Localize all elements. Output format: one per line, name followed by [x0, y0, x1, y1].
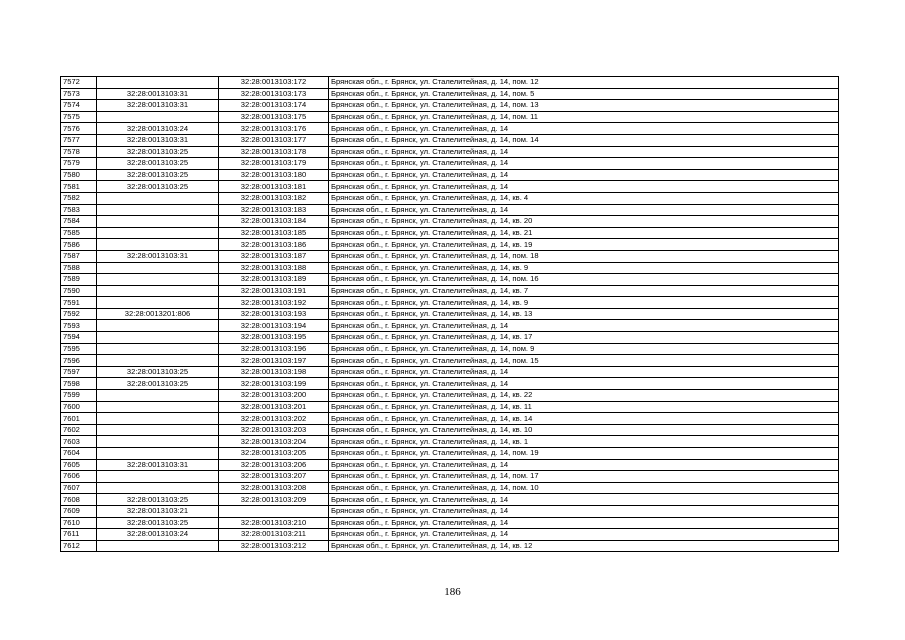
parent-cadastral-cell: [97, 482, 219, 494]
cadastral-number-cell: 32:28:0013103:178: [219, 146, 329, 158]
parent-cadastral-cell: 32:28:0013103:31: [97, 88, 219, 100]
address-cell: Брянская обл., г. Брянск, ул. Сталелитейная, д. 14, кв. 19: [329, 239, 839, 251]
table-row: [61, 424, 839, 436]
row-number-cell: 7574: [61, 100, 97, 112]
table-row: [61, 436, 839, 448]
parent-cadastral-cell: 32:28:0013103:24: [97, 529, 219, 541]
cadastral-number-cell: 32:28:0013103:184: [219, 216, 329, 228]
row-number-cell: 7576: [61, 123, 97, 135]
row-number-cell: 7605: [61, 459, 97, 471]
address-cell: Брянская обл., г. Брянск, ул. Сталелитейная, д. 14, кв. 12: [329, 540, 839, 552]
address-cell: Брянская обл., г. Брянск, ул. Сталелитейная, д. 14, кв. 14: [329, 413, 839, 425]
address-cell: Брянская обл., г. Брянск, ул. Сталелитейная, д. 14, кв. 4: [329, 192, 839, 204]
parent-cadastral-cell: [97, 111, 219, 123]
parent-cadastral-cell: [97, 274, 219, 286]
table-row: [61, 158, 839, 170]
cadastral-number-cell: 32:28:0013103:193: [219, 308, 329, 320]
row-number-cell: 7585: [61, 227, 97, 239]
row-number-cell: 7588: [61, 262, 97, 274]
cadastral-number-cell: 32:28:0013103:183: [219, 204, 329, 216]
parent-cadastral-cell: [97, 216, 219, 228]
address-cell: Брянская обл., г. Брянск, ул. Сталелитейная, д. 14, кв. 1: [329, 436, 839, 448]
cadastral-number-cell: 32:28:0013103:189: [219, 274, 329, 286]
row-number-cell: 7581: [61, 181, 97, 193]
row-number-cell: 7573: [61, 88, 97, 100]
row-number-cell: 7593: [61, 320, 97, 332]
row-number-cell: 7606: [61, 471, 97, 483]
cadastral-number-cell: 32:28:0013103:199: [219, 378, 329, 390]
registry-table: [60, 76, 839, 552]
parent-cadastral-cell: 32:28:0013103:25: [97, 169, 219, 181]
row-number-cell: 7611: [61, 529, 97, 541]
parent-cadastral-cell: [97, 436, 219, 448]
parent-cadastral-cell: [97, 262, 219, 274]
row-number-cell: 7591: [61, 297, 97, 309]
cadastral-number-cell: 32:28:0013103:173: [219, 88, 329, 100]
address-cell: Брянская обл., г. Брянск, ул. Сталелитейная, д. 14: [329, 494, 839, 506]
table-row: [61, 320, 839, 332]
row-number-cell: 7580: [61, 169, 97, 181]
parent-cadastral-cell: 32:28:0013103:31: [97, 459, 219, 471]
parent-cadastral-cell: 32:28:0013201:806: [97, 308, 219, 320]
cadastral-number-cell: 32:28:0013103:191: [219, 285, 329, 297]
address-cell: Брянская обл., г. Брянск, ул. Сталелитейная, д. 14: [329, 320, 839, 332]
cadastral-number-cell: 32:28:0013103:207: [219, 471, 329, 483]
table-row: [61, 274, 839, 286]
parent-cadastral-cell: 32:28:0013103:25: [97, 146, 219, 158]
table-row: [61, 134, 839, 146]
row-number-cell: 7572: [61, 77, 97, 89]
table-row: [61, 88, 839, 100]
table-row: [61, 262, 839, 274]
address-cell: Брянская обл., г. Брянск, ул. Сталелитейная, д. 14: [329, 158, 839, 170]
cadastral-number-cell: 32:28:0013103:186: [219, 239, 329, 251]
table-row: [61, 111, 839, 123]
parent-cadastral-cell: [97, 390, 219, 402]
table-row: [61, 239, 839, 251]
row-number-cell: 7575: [61, 111, 97, 123]
address-cell: Брянская обл., г. Брянск, ул. Сталелитейная, д. 14, пом. 17: [329, 471, 839, 483]
cadastral-number-cell: 32:28:0013103:196: [219, 343, 329, 355]
address-cell: Брянская обл., г. Брянск, ул. Сталелитейная, д. 14, кв. 13: [329, 308, 839, 320]
address-cell: Брянская обл., г. Брянск, ул. Сталелитейная, д. 14, кв. 20: [329, 216, 839, 228]
row-number-cell: 7608: [61, 494, 97, 506]
parent-cadastral-cell: 32:28:0013103:25: [97, 181, 219, 193]
table-row: [61, 390, 839, 402]
row-number-cell: 7609: [61, 505, 97, 517]
address-cell: Брянская обл., г. Брянск, ул. Сталелитейная, д. 14, пом. 13: [329, 100, 839, 112]
address-cell: Брянская обл., г. Брянск, ул. Сталелитейная, д. 14: [329, 529, 839, 541]
parent-cadastral-cell: [97, 192, 219, 204]
row-number-cell: 7601: [61, 413, 97, 425]
address-cell: Брянская обл., г. Брянск, ул. Сталелитейная, д. 14: [329, 169, 839, 181]
parent-cadastral-cell: [97, 239, 219, 251]
table-row: [61, 482, 839, 494]
table-row: [61, 413, 839, 425]
address-cell: Брянская обл., г. Брянск, ул. Сталелитейная, д. 14, кв. 10: [329, 424, 839, 436]
parent-cadastral-cell: [97, 227, 219, 239]
row-number-cell: 7603: [61, 436, 97, 448]
row-number-cell: 7579: [61, 158, 97, 170]
cadastral-number-cell: 32:28:0013103:188: [219, 262, 329, 274]
address-cell: Брянская обл., г. Брянск, ул. Сталелитейная, д. 14: [329, 181, 839, 193]
parent-cadastral-cell: 32:28:0013103:25: [97, 158, 219, 170]
parent-cadastral-cell: [97, 320, 219, 332]
cadastral-number-cell: 32:28:0013103:174: [219, 100, 329, 112]
address-cell: Брянская обл., г. Брянск, ул. Сталелитейная, д. 14, кв. 22: [329, 390, 839, 402]
table-row: [61, 227, 839, 239]
parent-cadastral-cell: [97, 448, 219, 460]
address-cell: Брянская обл., г. Брянск, ул. Сталелитейная, д. 14, пом. 18: [329, 250, 839, 262]
table-row: [61, 494, 839, 506]
parent-cadastral-cell: [97, 77, 219, 89]
parent-cadastral-cell: [97, 285, 219, 297]
table-row: [61, 401, 839, 413]
table-row: [61, 77, 839, 89]
parent-cadastral-cell: 32:28:0013103:31: [97, 134, 219, 146]
cadastral-number-cell: 32:28:0013103:201: [219, 401, 329, 413]
parent-cadastral-cell: [97, 332, 219, 344]
cadastral-number-cell: 32:28:0013103:204: [219, 436, 329, 448]
row-number-cell: 7583: [61, 204, 97, 216]
table-row: [61, 459, 839, 471]
cadastral-number-cell: 32:28:0013103:176: [219, 123, 329, 135]
row-number-cell: 7586: [61, 239, 97, 251]
address-cell: Брянская обл., г. Брянск, ул. Сталелитейная, д. 14, пом. 12: [329, 77, 839, 89]
table-row: [61, 123, 839, 135]
row-number-cell: 7600: [61, 401, 97, 413]
address-cell: Брянская обл., г. Брянск, ул. Сталелитейная, д. 14: [329, 123, 839, 135]
page-number: 186: [444, 586, 461, 598]
address-cell: Брянская обл., г. Брянск, ул. Сталелитейная, д. 14, пом. 19: [329, 448, 839, 460]
parent-cadastral-cell: [97, 355, 219, 367]
parent-cadastral-cell: 32:28:0013103:25: [97, 378, 219, 390]
row-number-cell: 7594: [61, 332, 97, 344]
table-row: [61, 204, 839, 216]
parent-cadastral-cell: [97, 297, 219, 309]
table-row: [61, 517, 839, 529]
cadastral-number-cell: 32:28:0013103:195: [219, 332, 329, 344]
table-row: [61, 343, 839, 355]
cadastral-number-cell: 32:28:0013103:180: [219, 169, 329, 181]
cadastral-number-cell: 32:28:0013103:205: [219, 448, 329, 460]
parent-cadastral-cell: [97, 401, 219, 413]
row-number-cell: 7607: [61, 482, 97, 494]
table-body: [61, 77, 839, 552]
row-number-cell: 7595: [61, 343, 97, 355]
cadastral-number-cell: 32:28:0013103:194: [219, 320, 329, 332]
address-cell: Брянская обл., г. Брянск, ул. Сталелитейная, д. 14: [329, 378, 839, 390]
address-cell: Брянская обл., г. Брянск, ул. Сталелитейная, д. 14, кв. 11: [329, 401, 839, 413]
parent-cadastral-cell: 32:28:0013103:25: [97, 517, 219, 529]
table-row: [61, 366, 839, 378]
table-row: [61, 355, 839, 367]
cadastral-number-cell: 32:28:0013103:200: [219, 390, 329, 402]
table-row: [61, 216, 839, 228]
row-number-cell: 7596: [61, 355, 97, 367]
row-number-cell: 7598: [61, 378, 97, 390]
parent-cadastral-cell: 32:28:0013103:25: [97, 494, 219, 506]
parent-cadastral-cell: [97, 424, 219, 436]
address-cell: Брянская обл., г. Брянск, ул. Сталелитейная, д. 14: [329, 146, 839, 158]
address-cell: Брянская обл., г. Брянск, ул. Сталелитейная, д. 14, кв. 21: [329, 227, 839, 239]
cadastral-number-cell: 32:28:0013103:175: [219, 111, 329, 123]
table-row: [61, 100, 839, 112]
table-row: [61, 448, 839, 460]
row-number-cell: 7604: [61, 448, 97, 460]
address-cell: Брянская обл., г. Брянск, ул. Сталелитейная, д. 14, пом. 16: [329, 274, 839, 286]
table-row: [61, 285, 839, 297]
row-number-cell: 7577: [61, 134, 97, 146]
table-row: [61, 529, 839, 541]
address-cell: Брянская обл., г. Брянск, ул. Сталелитейная, д. 14, кв. 9: [329, 262, 839, 274]
address-cell: Брянская обл., г. Брянск, ул. Сталелитейная, д. 14, пом. 5: [329, 88, 839, 100]
table-row: [61, 146, 839, 158]
cadastral-number-cell: [219, 505, 329, 517]
table-row: [61, 308, 839, 320]
cadastral-number-cell: 32:28:0013103:181: [219, 181, 329, 193]
table-row: [61, 505, 839, 517]
parent-cadastral-cell: [97, 343, 219, 355]
parent-cadastral-cell: 32:28:0013103:31: [97, 250, 219, 262]
address-cell: Брянская обл., г. Брянск, ул. Сталелитейная, д. 14, пом. 15: [329, 355, 839, 367]
address-cell: Брянская обл., г. Брянск, ул. Сталелитейная, д. 14, пом. 14: [329, 134, 839, 146]
parent-cadastral-cell: [97, 204, 219, 216]
table-row: [61, 471, 839, 483]
row-number-cell: 7589: [61, 274, 97, 286]
parent-cadastral-cell: 32:28:0013103:24: [97, 123, 219, 135]
table-row: [61, 540, 839, 552]
parent-cadastral-cell: [97, 413, 219, 425]
parent-cadastral-cell: 32:28:0013103:21: [97, 505, 219, 517]
row-number-cell: 7612: [61, 540, 97, 552]
address-cell: Брянская обл., г. Брянск, ул. Сталелитейная, д. 14: [329, 204, 839, 216]
parent-cadastral-cell: 32:28:0013103:31: [97, 100, 219, 112]
table-row: [61, 297, 839, 309]
cadastral-number-cell: 32:28:0013103:208: [219, 482, 329, 494]
cadastral-number-cell: 32:28:0013103:198: [219, 366, 329, 378]
cadastral-number-cell: 32:28:0013103:172: [219, 77, 329, 89]
row-number-cell: 7599: [61, 390, 97, 402]
cadastral-number-cell: 32:28:0013103:211: [219, 529, 329, 541]
table-row: [61, 378, 839, 390]
row-number-cell: 7584: [61, 216, 97, 228]
cadastral-number-cell: 32:28:0013103:210: [219, 517, 329, 529]
cadastral-number-cell: 32:28:0013103:187: [219, 250, 329, 262]
cadastral-number-cell: 32:28:0013103:185: [219, 227, 329, 239]
cadastral-number-cell: 32:28:0013103:212: [219, 540, 329, 552]
address-cell: Брянская обл., г. Брянск, ул. Сталелитейная, д. 14, кв. 9: [329, 297, 839, 309]
cadastral-number-cell: 32:28:0013103:206: [219, 459, 329, 471]
table-row: [61, 250, 839, 262]
parent-cadastral-cell: [97, 540, 219, 552]
row-number-cell: 7578: [61, 146, 97, 158]
row-number-cell: 7602: [61, 424, 97, 436]
parent-cadastral-cell: 32:28:0013103:25: [97, 366, 219, 378]
table-row: [61, 169, 839, 181]
address-cell: Брянская обл., г. Брянск, ул. Сталелитейная, д. 14, кв. 7: [329, 285, 839, 297]
address-cell: Брянская обл., г. Брянск, ул. Сталелитейная, д. 14, кв. 17: [329, 332, 839, 344]
cadastral-number-cell: 32:28:0013103:197: [219, 355, 329, 367]
row-number-cell: 7610: [61, 517, 97, 529]
address-cell: Брянская обл., г. Брянск, ул. Сталелитейная, д. 14: [329, 505, 839, 517]
row-number-cell: 7592: [61, 308, 97, 320]
address-cell: Брянская обл., г. Брянск, ул. Сталелитейная, д. 14: [329, 366, 839, 378]
cadastral-number-cell: 32:28:0013103:209: [219, 494, 329, 506]
address-cell: Брянская обл., г. Брянск, ул. Сталелитейная, д. 14: [329, 459, 839, 471]
row-number-cell: 7597: [61, 366, 97, 378]
row-number-cell: 7590: [61, 285, 97, 297]
table-row: [61, 332, 839, 344]
cadastral-number-cell: 32:28:0013103:182: [219, 192, 329, 204]
address-cell: Брянская обл., г. Брянск, ул. Сталелитейная, д. 14, пом. 10: [329, 482, 839, 494]
table-row: [61, 192, 839, 204]
parent-cadastral-cell: [97, 471, 219, 483]
address-cell: Брянская обл., г. Брянск, ул. Сталелитейная, д. 14, пом. 9: [329, 343, 839, 355]
cadastral-number-cell: 32:28:0013103:192: [219, 297, 329, 309]
cadastral-number-cell: 32:28:0013103:179: [219, 158, 329, 170]
row-number-cell: 7587: [61, 250, 97, 262]
cadastral-number-cell: 32:28:0013103:203: [219, 424, 329, 436]
address-cell: Брянская обл., г. Брянск, ул. Сталелитейная, д. 14: [329, 517, 839, 529]
cadastral-number-cell: 32:28:0013103:202: [219, 413, 329, 425]
address-cell: Брянская обл., г. Брянск, ул. Сталелитейная, д. 14, пом. 11: [329, 111, 839, 123]
cadastral-number-cell: 32:28:0013103:177: [219, 134, 329, 146]
table-row: [61, 181, 839, 193]
row-number-cell: 7582: [61, 192, 97, 204]
